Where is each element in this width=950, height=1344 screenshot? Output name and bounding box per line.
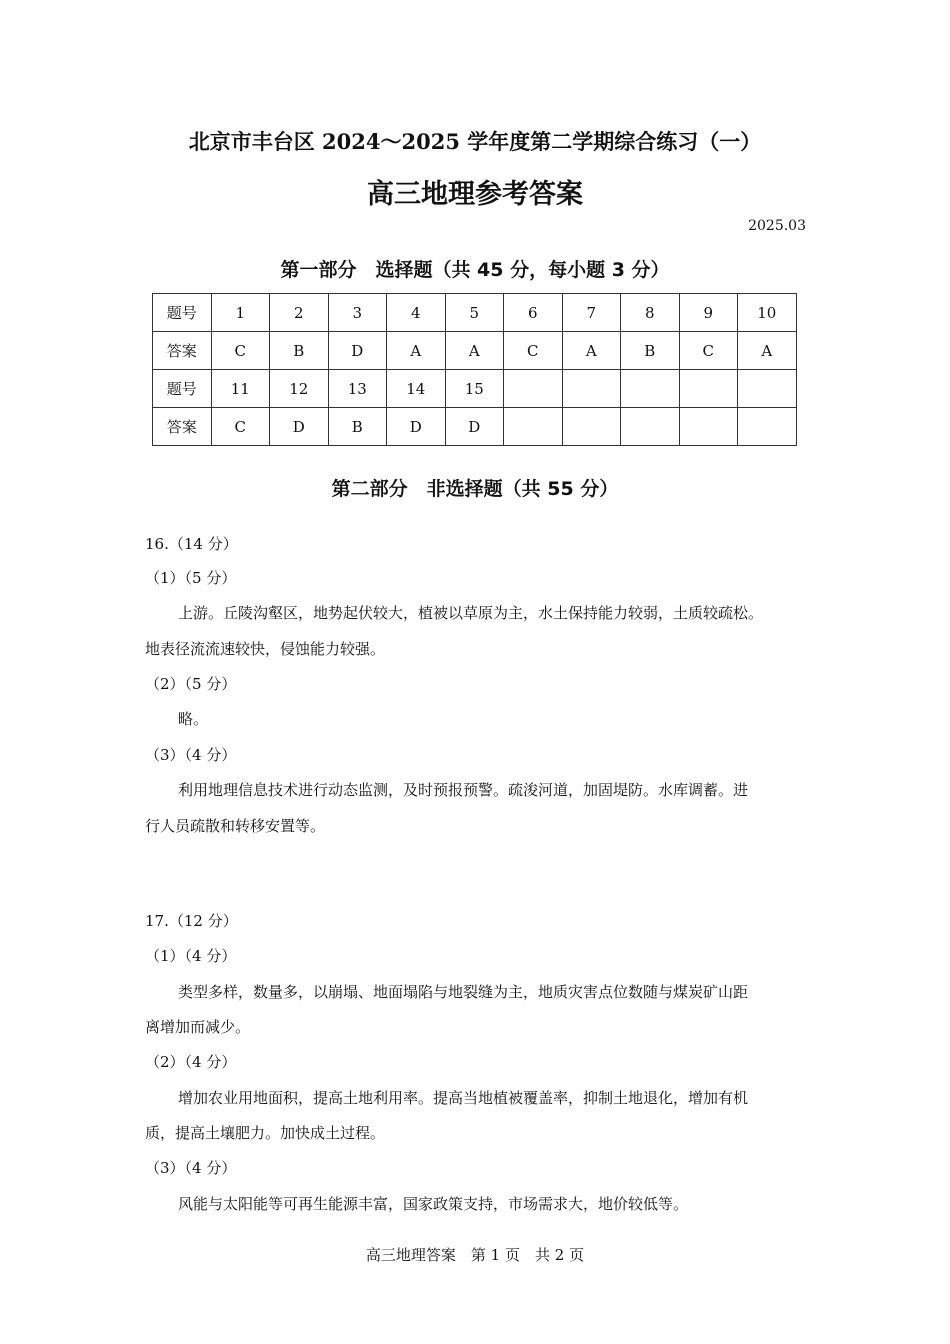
answer-table-cell: C bbox=[211, 408, 270, 446]
answer-table-row-header: 答案 bbox=[153, 408, 212, 446]
answer-table-cell: B bbox=[621, 332, 680, 370]
answer-table-cell: B bbox=[328, 408, 387, 446]
answer-table-cell: B bbox=[270, 332, 329, 370]
q17-sub2-answer-line2: 质，提高土壤肥力。加快成土过程。 bbox=[145, 1124, 386, 1142]
part2-heading: 第二部分 非选择题（共 55 分） bbox=[331, 478, 619, 500]
q16-sub1-answer-line1: 上游。丘陵沟壑区，地势起伏较大，植被以草原为主，水土保持能力较弱，土质较疏松。 bbox=[178, 604, 764, 622]
q16-sub1-label: （1）（5 分） bbox=[145, 569, 237, 587]
answer-table-row bbox=[153, 332, 797, 370]
q17-title: 17.（12 分） bbox=[145, 912, 238, 930]
q17-sub2-label: （2）（4 分） bbox=[145, 1053, 237, 1071]
answer-table-cell: 14 bbox=[387, 370, 446, 408]
answer-table-row bbox=[153, 370, 797, 408]
answer-table-cell: 4 bbox=[387, 294, 446, 332]
answer-table-cell: C bbox=[211, 332, 270, 370]
q17-sub1-label: （1）（4 分） bbox=[145, 947, 237, 965]
answer-table-cell: 10 bbox=[738, 294, 797, 332]
q17-sub1-answer-line1: 类型多样，数量多，以崩塌、地面塌陷与地裂缝为主，地质灾害点位数随与煤炭矿山距 bbox=[178, 983, 749, 1001]
answer-table-cell: 9 bbox=[679, 294, 738, 332]
answer-table-cell bbox=[679, 408, 738, 446]
document-title: 北京市丰台区 2024～2025 学年度第二学期综合练习（一） bbox=[188, 129, 762, 154]
document-subtitle: 高三地理参考答案 bbox=[367, 179, 583, 210]
answer-table-cell: 11 bbox=[211, 370, 270, 408]
q16-sub3-answer-line1: 利用地理信息技术进行动态监测，及时预报预警。疏浚河道，加固堤防。水库调蓄。进 bbox=[178, 781, 749, 799]
page-footer: 高三地理答案 第 1 页 共 2 页 bbox=[365, 1246, 585, 1264]
answer-table-cell bbox=[504, 370, 563, 408]
answer-table-cell bbox=[562, 408, 621, 446]
answer-table-cell bbox=[621, 408, 680, 446]
answer-table-cell bbox=[738, 370, 797, 408]
answer-table-cell: 2 bbox=[270, 294, 329, 332]
answer-table-cell: 6 bbox=[504, 294, 563, 332]
q17-sub3-answer: 风能与太阳能等可再生能源丰富，国家政策支持，市场需求大，地价较低等。 bbox=[178, 1195, 689, 1213]
q17-sub1-answer-line2: 离增加而减少。 bbox=[145, 1018, 251, 1036]
answer-table-cell bbox=[562, 370, 621, 408]
answer-table-cell: C bbox=[504, 332, 563, 370]
answer-table-cell: 7 bbox=[562, 294, 621, 332]
q16-sub2-label: （2）（5 分） bbox=[145, 675, 237, 693]
answer-table-cell: D bbox=[387, 408, 446, 446]
answer-table-cell: 12 bbox=[270, 370, 329, 408]
answer-table-row-header: 题号 bbox=[153, 370, 212, 408]
answer-table-row-header: 题号 bbox=[153, 294, 212, 332]
answer-table-row bbox=[153, 294, 797, 332]
answer-table-cell: A bbox=[387, 332, 446, 370]
answer-table-cell: 13 bbox=[328, 370, 387, 408]
answer-table-cell: 3 bbox=[328, 294, 387, 332]
answer-table-cell bbox=[738, 408, 797, 446]
q16-sub3-label: （3）（4 分） bbox=[145, 746, 237, 764]
answer-table-cell: 8 bbox=[621, 294, 680, 332]
answer-table-row bbox=[153, 408, 797, 446]
part1-heading: 第一部分 选择题（共 45 分，每小题 3 分） bbox=[280, 259, 670, 281]
answer-table-cell: 1 bbox=[211, 294, 270, 332]
answer-table bbox=[152, 293, 797, 446]
q17-sub2-answer-line1: 增加农业用地面积，提高土地利用率。提高当地植被覆盖率，抑制土地退化，增加有机 bbox=[178, 1089, 749, 1107]
answer-table-cell: D bbox=[270, 408, 329, 446]
q16-sub3-answer-line2: 行人员疏散和转移安置等。 bbox=[145, 817, 326, 835]
answer-table-cell bbox=[621, 370, 680, 408]
answer-table-row-header: 答案 bbox=[153, 332, 212, 370]
answer-table-cell: A bbox=[738, 332, 797, 370]
q17-sub3-label: （3）（4 分） bbox=[145, 1159, 237, 1177]
answer-table-cell: A bbox=[562, 332, 621, 370]
answer-table-cell: 15 bbox=[445, 370, 504, 408]
answer-table-cell bbox=[679, 370, 738, 408]
answer-table-cell: C bbox=[679, 332, 738, 370]
answer-table-cell: D bbox=[328, 332, 387, 370]
q16-sub2-answer: 略。 bbox=[178, 710, 209, 728]
answer-table-cell: D bbox=[445, 408, 504, 446]
q16-title: 16.（14 分） bbox=[145, 535, 238, 553]
q16-sub1-answer-line2: 地表径流流速较快，侵蚀能力较强。 bbox=[145, 640, 386, 658]
answer-table-cell bbox=[504, 408, 563, 446]
document-date: 2025.03 bbox=[748, 218, 806, 234]
answer-table-cell: 5 bbox=[445, 294, 504, 332]
answer-table-cell: A bbox=[445, 332, 504, 370]
